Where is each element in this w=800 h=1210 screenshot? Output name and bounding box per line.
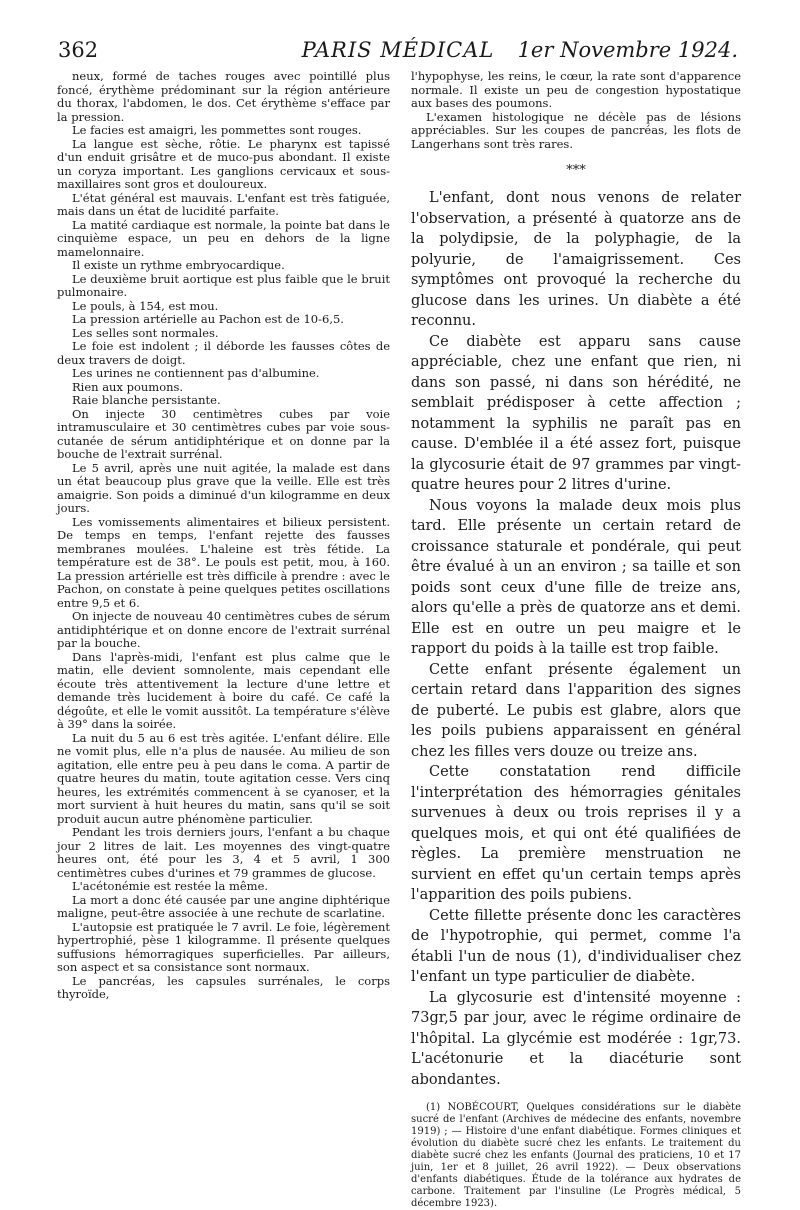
footnote (411, 1102, 741, 1210)
paragraph: On injecte 30 centimètres cubes par voie intramusculaire et 30 centimètres cubes par voie sous-cutanée de sérum antidiphtérique et on donne par la bouche de l'extrait surrénal. (57, 406, 390, 461)
paragraph: Dans l'après-midi, l'enfant est plus calme que le matin, elle devient somnolente, mais cependant elle écoute très attentivement la lecture d'une lettre et demande très lucidement à boire du café. Ce café la dégoûte, et elle le vomit aussitôt. La température s'élève à 39° dans la soirée. (57, 649, 390, 731)
autopsy-continuation (411, 70, 741, 151)
paragraph: neux, formé de taches rouges avec pointillé plus foncé, érythème prédominant sur la région antérieure du thorax, l'abdomen, le dos. Cet érythème s'efface par la pression. (57, 69, 390, 124)
paragraph: Pendant les trois derniers jours, l'enfant a bu chaque jour 2 litres de lait. Les moyennes des vingt-quatre heures ont, été pour les 3, 4 et 5 avril, 1 300 centimètres cubes d'urines et 79 grammes de glucose. (57, 825, 390, 880)
paragraph: La pression artérielle au Pachon est de 10-6,5. (72, 312, 344, 326)
paragraph: Cette fillette présente donc les caractères de l'hypotrophie, qui permet, comme l'a établi l'un de nous (1), d'individualiser chez l'enfant un type particulier de diabète. (411, 907, 741, 985)
page-number: 362 (58, 38, 99, 62)
paragraph: Rien aux poumons. (72, 379, 184, 394)
paragraph: On injecte de nouveau 40 centimètres cubes de sérum antidiphtérique et on donne encore de l'extrait surrénal par la bouche. (57, 609, 390, 650)
paragraph: Le 5 avril, après une nuit agitée, la malade est dans un état beaucoup plus grave que la veille. Elle est très amaigrie. Son poids a diminué d'un kilogramme en deux jours. (57, 460, 390, 515)
paragraph: La nuit du 5 au 6 est très agitée. L'enfant délire. Elle ne vomit plus, elle n'a plus de nausée. Au milieu de son agitation, elle entre peu à peu dans le coma. A partir de quatre heures du matin, toute agitation cesse. Vers cinq heures, les extrémités commencent à se cyanoser, et la mort survient à huit heures du matin, sans qu'il se soit produit aucun autre phénomène particulier. (57, 730, 390, 826)
issue-date: 1er Novembre 1924. (517, 38, 738, 62)
paragraph: Le facies est amaigri, les pommettes sont rouges. (72, 123, 362, 137)
paragraph: Les selles sont normales. (72, 325, 219, 340)
page-header (58, 38, 738, 68)
right-column (411, 70, 741, 1210)
paragraph: L'acétonémie est restée la même. (72, 879, 269, 893)
section-separator: *** (566, 163, 586, 178)
paragraph: Les urines ne contiennent pas d'albumine. (72, 366, 320, 380)
paragraph: La langue est sèche, rôtie. Le pharynx est tapissé d'un enduit grisâtre et de muco-pus abondant. Il existe un coryza important. Les ganglions cervicaux et sous-maxillaires sont gros et douloureux. (57, 136, 390, 191)
paragraph: L'examen histologique ne décèle pas de lésions appréciables. Sur les coupes de pancréas, les flots de Langerhans sont très rares. (411, 109, 741, 151)
left-column (57, 70, 390, 1002)
footnote-text: (1) NOBÉCOURT, Quelques considérations sur le diabète sucré de l'enfant (Archives de médecine des enfants, novembre 1919) ; — Histoire d'une enfant diabétique. Formes cliniques et évolution du diabète sucré chez les enfants. Le traitement du diabète sucré chez les enfants (Journal des praticiens, 10 et 17 juin, 1er et 8 juillet, 26 avril 1922). — Deux observations d'enfants diabétiques. Étude de la tolérance aux hydrates de carbone. Traitement par l'insuline (Le Progrès médical, 5 décembre 1923). (411, 1102, 741, 1209)
paragraph: La mort a donc été causée par une angine diphtérique maligne, peut-être associée à une rechute de scarlatine. (57, 892, 390, 920)
paragraph: La matité cardiaque est normale, la pointe bat dans le cinquième espace, un peu en dehors de la ligne mamelonnaire. (57, 217, 390, 259)
paragraph: La glycosurie est d'intensité moyenne : 73gr,5 par jour, avec le régime ordinaire de l'hôpital. La glycémie est modérée : 1gr,73. L'acétonurie et la diacéturie sont abondantes. (411, 989, 741, 1088)
paragraph: L'autopsie est pratiquée le 7 avril. Le foie, légèrement hypertrophié, pèse 1 kilogramme. Il présente quelques suffusions hémorragiques superficielles. Par ailleurs, son aspect et sa consistance sont normaux. (57, 919, 390, 974)
paragraph: L'enfant, dont nous venons de relater l'observation, a présenté à quatorze ans de la polydipsie, de la polyphagie, de la polyurie, de l'amaigrissement. Ces symptômes ont provoqué la recherche du glucose dans les urines. Un diabète a été reconnu. (411, 190, 741, 329)
paragraph: Le pancréas, les capsules surrénales, le corps thyroïde, (57, 973, 390, 1001)
paragraph: Le deuxième bruit aortique est plus faible que le bruit pulmonaire. (57, 271, 390, 299)
paragraph: Cette constatation rend difficile l'interprétation des hémorragies génitales survenues à deux ou trois reprises il y a quelques mois, et qui ont été qualifiées de règles. La première menstruation ne survient en effet qu'un certain temps après l'apparition des poils pubiens. (411, 764, 741, 903)
paragraph: Nous voyons la malade deux mois plus tard. Elle présente un certain retard de croissance staturale et pondérale, qui peut être évalué à un an environ ; sa taille et son poids sont ceux d'une fille de treize ans, alors qu'elle a près de quatorze ans et demi. Elle est en outre un peu maigre et le rapport du poids à la taille est trop faible. (411, 497, 741, 657)
journal-title: PARIS MÉDICAL (301, 38, 495, 62)
paragraph: L'état général est mauvais. L'enfant est très fatiguée, mais dans un état de lucidité parfaite. (57, 190, 390, 218)
paragraph: Raie blanche persistante. (72, 393, 221, 407)
paragraph: Ce diabète est apparu sans cause appréciable, chez une enfant que rien, ni dans son passé, ni dans son hérédité, ne semblait prédisposer à cette affection ; notamment la syphilis ne paraît pas en cause. D'emblée il a été assez fort, puisque la glycosurie était de 97 grammes par vingt-quatre heures pour 2 litres d'urine. (411, 333, 741, 493)
discussion-body (411, 188, 741, 1090)
paragraph: Les vomissements alimentaires et bilieux persistent. De temps en temps, l'enfant rejette des fausses membranes moulées. L'haleine est très fétide. La température est de 38°. Le pouls est petit, mou, à 160. La pression artérielle est très difficile à prendre : avec le Pachon, on constate à peine quelques petites oscillations entre 9,5 et 6. (57, 514, 390, 610)
paragraph: Il existe un rythme embryocardique. (72, 258, 285, 272)
paragraph: Cette enfant présente également un certain retard dans l'apparition des signes de puberté. Le pubis est glabre, alors que les poils pubiens apparaissent en général chez les filles vers douze ou treize ans. (411, 661, 741, 760)
paragraph: Le pouls, à 154, est mou. (72, 298, 219, 313)
paragraph: l'hypophyse, les reins, le cœur, la rate sont d'apparence normale. Il existe un peu de congestion hypostatique aux bases des poumons. (411, 69, 741, 110)
paragraph: Le foie est indolent ; il déborde les fausses côtes de deux travers de doigt. (57, 339, 390, 367)
